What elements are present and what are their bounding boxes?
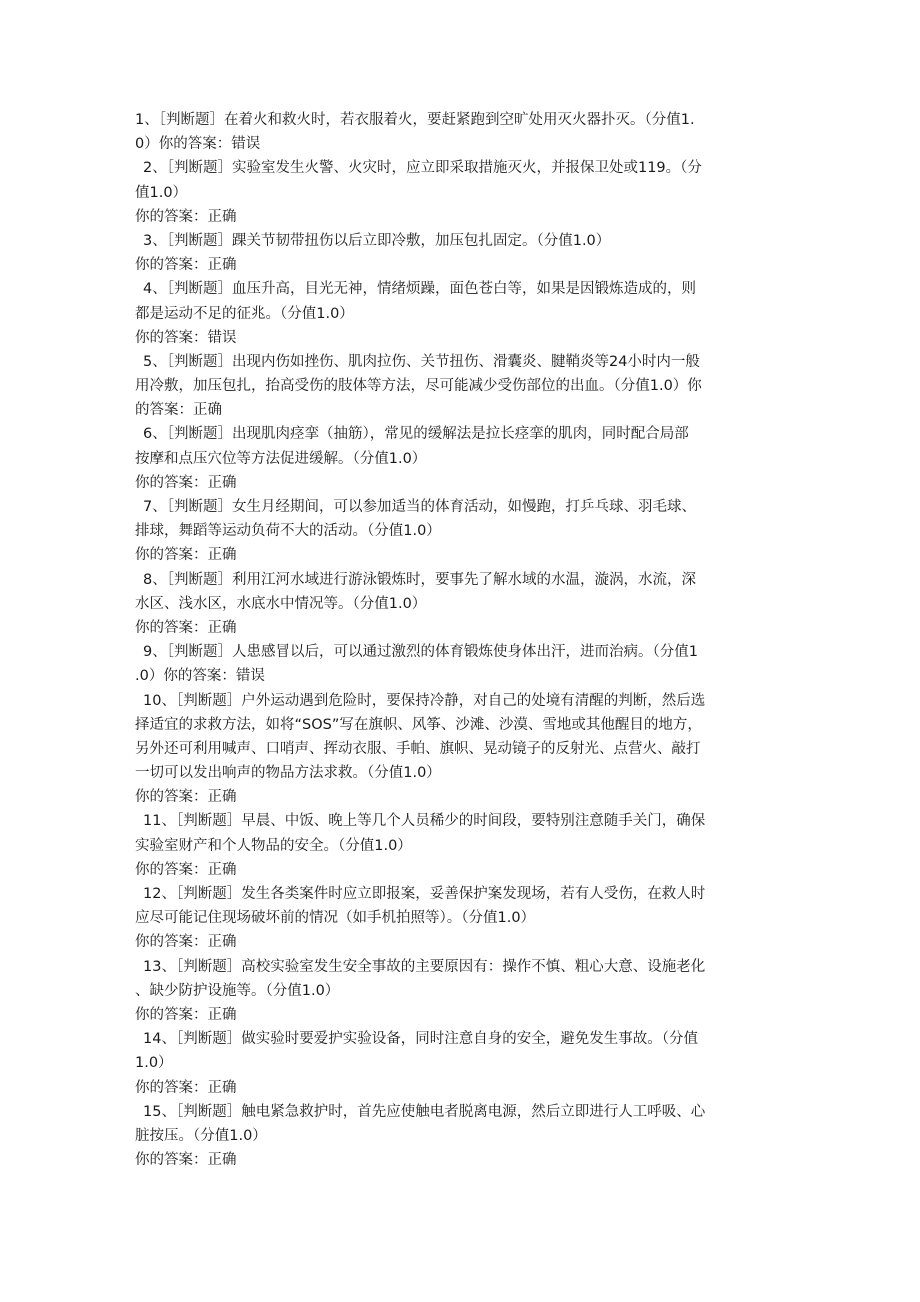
text-line: 值1.0）	[135, 184, 188, 201]
text-line: 1、［判断题］在着火和救火时，若衣服着火，要赶紧跑到空旷处用灭火器扑灭。（分值1.	[135, 112, 695, 128]
text-line: 你的答案：正确	[135, 257, 237, 274]
text-line: 一切可以发出响声的物品方法求救。（分值1.0）	[135, 765, 441, 782]
text-line: 3、［判断题］踝关节韧带扭伤以后立即冷敷，加压包扎固定。（分值1.0）	[143, 232, 611, 249]
text-line: 12、［判断题］发生各类案件时应立即报案，妥善保护案发现场，若有人受伤，在救人时	[143, 886, 706, 902]
text-line: 另外还可利用喊声、口哨声、挥动衣服、手帕、旗帜、晃动镜子的反射光、点营火、敲打	[135, 740, 701, 757]
text-line: 你的答案：正确	[135, 1152, 237, 1169]
text-line: 实验室财产和个人物品的安全。（分值1.0）	[135, 837, 412, 854]
text-line: 用冷敷，加压包扎，抬高受伤的肢体等方法，尽可能减少受伤部位的出血。（分值1.0）你	[135, 378, 702, 395]
text-line: 13、［判断题］高校实验室发生安全事故的主要原因有：操作不慎、粗心大意、设施老化	[143, 958, 706, 975]
text-line: 应尽可能记住现场破坏前的情况（如手机拍照等）。（分值1.0）	[135, 910, 536, 927]
text-line: 、缺少防护设施等。（分值1.0）	[135, 982, 340, 999]
text-line: 你的答案：正确	[135, 474, 237, 491]
text-line: 1.0）	[135, 1055, 173, 1072]
text-line: 0）你的答案：错误	[135, 136, 261, 153]
text-line: 5、［判断题］出现内伤如挫伤、肌肉拉伤、关节扭伤、滑囊炎、腱鞘炎等24小时内一般	[143, 353, 700, 370]
text-line: 10、［判断题］户外运动遇到危险时，要保持冷静，对自己的处境有清醒的判断，然后选	[143, 692, 706, 709]
text-line: 4、［判断题］血压升高，目光无神，情绪烦躁，面色苍白等，如果是因锻炼造成的，则	[143, 281, 696, 298]
text-line: 你的答案：正确	[135, 1079, 237, 1096]
text-line: 你的答案：正确	[135, 1006, 237, 1023]
text-line: 都是运动不足的征兆。（分值1.0）	[135, 305, 354, 322]
text-line: 你的答案：正确	[135, 547, 237, 564]
text-line: 你的答案：正确	[135, 208, 237, 225]
text-line: 按摩和点压穴位等方法促进缓解。（分值1.0）	[135, 450, 427, 467]
text-line: 的答案：正确	[135, 402, 222, 419]
text-line: .0）你的答案：错误	[135, 668, 265, 685]
document-body	[135, 108, 790, 1172]
text-line: 你的答案：正确	[135, 861, 237, 878]
text-line: 脏按压。（分值1.0）	[135, 1127, 267, 1144]
text-line: 11、［判断题］早晨、中饭、晚上等几个人员稀少的时间段，要特别注意随手关门，确保	[143, 813, 706, 830]
text-line: 15、［判断题］触电紧急救护时，首先应使触电者脱离电源，然后立即进行人工呼吸、心	[143, 1103, 706, 1120]
text-line: 水区、浅水区，水底水中情况等。（分值1.0）	[135, 595, 427, 612]
text-line: 你的答案：正确	[135, 619, 237, 636]
text-line: 2、［判断题］实验室发生火警、火灾时，应立即采取措施灭火，并报保卫处或119。（分	[143, 160, 702, 177]
text-line: 7、［判断题］女生月经期间，可以参加适当的体育活动，如慢跑，打乒乓球、羽毛球、	[143, 499, 696, 515]
text-line: 14、［判断题］做实验时要爱护实验设备，同时注意自身的安全，避免发生事故。（分值	[143, 1031, 698, 1048]
text-line: 你的答案：错误	[135, 329, 237, 346]
text-line: 你的答案：正确	[135, 934, 237, 951]
text-line: 8、［判断题］利用江河水域进行游泳锻炼时，要事先了解水域的水温，漩涡，水流，深	[143, 571, 696, 588]
text-line: 你的答案：正确	[135, 789, 237, 806]
text-line: 排球，舞蹈等运动负荷不大的活动。（分值1.0）	[135, 523, 441, 540]
text-line: 9、［判断题］人患感冒以后，可以通过激烈的体育锻炼使身体出汗，进而治病。（分值1	[143, 644, 698, 661]
text-line: 6、［判断题］出现肌肉痉挛（抽筋），常见的缓解法是拉长痉挛的肌肉，同时配合局部	[143, 426, 689, 443]
text-line: 择适宜的求救方法，如将“SOS”写在旗帜、风筝、沙滩、沙漠、雪地或其他醒目的地方，	[135, 716, 702, 733]
